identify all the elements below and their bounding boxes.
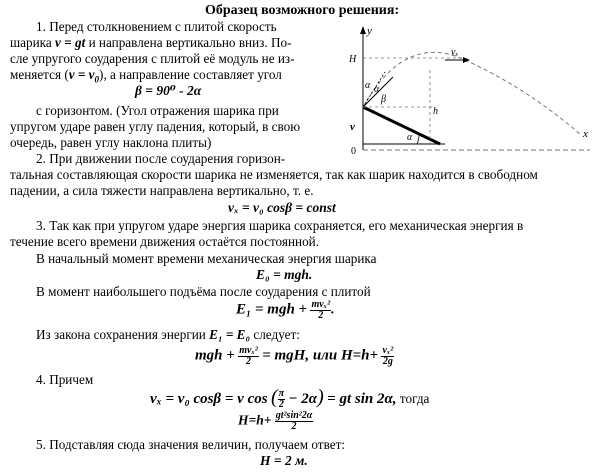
- p1-line6: упругом ударе равен углу падения, который, в свою: [10, 119, 301, 134]
- p1-line7: очередь, равен углу наклона плиты): [10, 135, 212, 150]
- label-h: h: [433, 106, 438, 117]
- p1-line2: [10, 35, 291, 51]
- p3-line5-formula: E₁ = E₀: [209, 327, 251, 342]
- label-beta: β: [381, 94, 386, 105]
- p2-formula: vₓ = v₀ cosβ = const: [228, 200, 336, 215]
- p3-line5-rest: следует:: [253, 327, 300, 342]
- p3-formula-energy-left: mgh +: [195, 347, 235, 364]
- p5-line1: 5. Подставляя сюда значения величин, получаем ответ:: [36, 437, 346, 452]
- p4-formula-vx-pi: [278, 389, 285, 410]
- p3-formula-e1-den: 2: [318, 310, 324, 321]
- label-y-axis: y: [367, 25, 372, 37]
- p3-formula-energy: [195, 346, 394, 367]
- p4-formula-h-left: H=h+: [238, 412, 272, 428]
- p3-formula-energy-frac2: [381, 346, 394, 367]
- p4-formula-vx-right: = gt sin 2α,: [327, 391, 397, 407]
- p3-line5: [36, 327, 300, 343]
- p5-answer: H = 2 м.: [260, 453, 308, 468]
- label-x-axis: x: [583, 128, 588, 140]
- p1-line5: с горизонтом. (Угол отражения шарика при: [36, 103, 279, 118]
- p1-line4-sub: 0: [94, 74, 100, 85]
- p4-formula-vx-minus: − 2α: [288, 391, 318, 407]
- p4-formula-h-num: gt²sin²2α: [275, 410, 313, 421]
- p4-formula-h-frac: [275, 411, 314, 432]
- p3-formula-e1-frac: [310, 300, 331, 321]
- p3-formula-e1: E₁ = mgh + $\frac{\text{mvₓ²}}{2}$ .: [236, 299, 335, 321]
- label-alpha1: α: [365, 80, 371, 91]
- p1-line2-rest: и направлена вертикально вниз. По-: [88, 35, 292, 50]
- p3-formula-energy-num: mvₓ²: [239, 345, 258, 356]
- p3-formula-e1-num: mvₓ²: [311, 299, 331, 310]
- p3-formula-energy-den2: 2g: [382, 356, 393, 367]
- trajectory-diagram: [345, 22, 595, 162]
- p3-line1: 3. Так как при упругом ударе энергия шарика сохраняется, его механическая энергия в: [36, 218, 524, 233]
- p3-formula-e1-left: E₁ = mgh +: [236, 301, 308, 318]
- p4-formula-vx-left: vₓ = v₀ cosβ = v cos: [150, 391, 268, 407]
- p4-formula-then: тогда: [399, 391, 430, 406]
- p3-line3: В начальный момент времени механическая энергия шарика: [36, 251, 377, 266]
- p3-line5-text: Из закона сохранения энергии: [36, 327, 206, 342]
- p4-formula-pi-num: π: [278, 388, 285, 400]
- p4-formula-vx: vₓ = v₀ cosβ = v cos ( $\frac{\pi}{2}$ − 2α) = gt sin 2α, тогда: [150, 386, 430, 411]
- p1-line4-formula: v = v: [68, 67, 95, 82]
- p1-line2-formula: v = gt: [55, 35, 86, 50]
- p3-formula-energy-mid: = mgH, или H=h+: [262, 347, 379, 364]
- p4-line1: 4. Причем: [36, 372, 94, 387]
- label-origin: 0: [351, 146, 356, 157]
- label-alpha2: α: [374, 84, 380, 95]
- p1-formula-beta: β = 90⁰ - 2α: [135, 83, 202, 98]
- p3-line2: течение всего времени движения остаётся постоянной.: [10, 234, 320, 249]
- p3-formula-energy-num2: vₓ²: [382, 345, 394, 356]
- p1-line4-rest: ), а направление составляет угол: [99, 67, 282, 82]
- p4-formula-h-den: 2: [291, 421, 297, 432]
- label-v: v: [350, 121, 355, 133]
- label-H: H: [349, 54, 357, 65]
- label-vx: vₓ: [451, 47, 459, 58]
- p2-line3: падении, а сила тяжести направлена вертикально, т. е.: [10, 183, 314, 198]
- label-alpha3: α: [407, 132, 413, 143]
- p3-formula-energy-frac: [238, 346, 259, 367]
- p2-line1: 2. При движении после соударения горизон-: [36, 151, 286, 166]
- p3-formula-energy-den: 2: [246, 356, 251, 367]
- p3-formula-e0: E₀ = mgh.: [256, 267, 313, 282]
- p4-formula-pi-den: 2: [278, 399, 284, 411]
- p1-line3: сле упругого соударения с плитой её модуль не из-: [10, 51, 295, 66]
- p1-line1: 1. Перед столкновением с плитой скорость: [36, 19, 277, 34]
- p1-line4-text: меняется (: [10, 67, 69, 82]
- p1-line2-text: шарика: [10, 35, 52, 50]
- p2-line2: тальная составляющая скорости шарика не изменяется, так как шарик находится в свободном: [10, 167, 538, 182]
- p3-line4: В момент наибольшего подъёма после соударения с плитой: [36, 284, 371, 299]
- page-title: Образец возможного решения:: [205, 3, 400, 18]
- p4-formula-h: [238, 411, 313, 432]
